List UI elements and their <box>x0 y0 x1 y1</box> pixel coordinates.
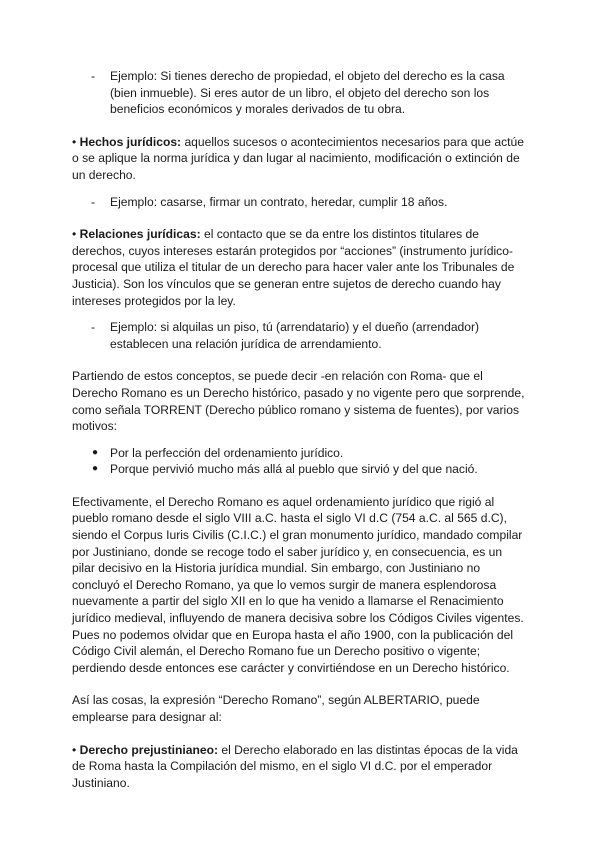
partiendo-paragraph: Partiendo de estos conceptos, se puede decir -en relación con Roma- que el Derecho Romano es un Derecho histórico, pasado y no vigente pero que sorprende, como señala TORRENT (Derecho público romano y sistema de fuentes), por varios motivos: <box>72 369 525 434</box>
motivo-text: Porque pervivió mucho más allá al pueblo que sirvió y del que nació. <box>110 462 478 477</box>
motivo-text: Por la perfección del ordenamiento jurídico. <box>110 445 344 460</box>
relaciones-juridicas-text: el contacto que se da entre los distintos titulares de derechos, cuyos intereses estarán protegidos por “acciones” (instrumento jurídico-procesal que utiliza el titular de un derecho para hacer valer ante los Tribunales de Justicia). Son los vínculos que se generan entre sujetos de derecho cuando hay intereses protegidos por la ley. <box>72 227 515 308</box>
motivos-list <box>72 445 528 478</box>
example-relaciones-text: Ejemplo: si alquilas un piso, tú (arrendatario) y el dueño (arrendador) establecen una relación jurídica de arrendamiento. <box>110 320 480 351</box>
asi-paragraph: Así las cosas, la expresión “Derecho Romano”, según ALBERTARIO, puede emplearse para designar al: <box>72 693 480 724</box>
dash-marker: - <box>91 320 96 335</box>
bullet-marker: • <box>72 742 77 757</box>
list-item <box>72 461 528 478</box>
dash-marker: - <box>91 69 96 83</box>
list-item <box>72 445 528 462</box>
bullet-dot: ● <box>92 446 99 458</box>
example-relaciones <box>72 319 528 352</box>
dash-marker: - <box>91 194 96 209</box>
example-property <box>72 68 528 118</box>
efectivamente-paragraph: Efectivamente, el Derecho Romano es aquel ordenamiento jurídico que rigió al pueblo romano desde el siglo VIII a.C. hasta el siglo VI d.C (754 a.C. al 565 d.C), siendo el Corpus Iuris Civilis (C.I.C.) el gran monumento jurídico, mandado compilar por Justiniano, donde se recoge todo el saber jurídico y, en consecuencia, es un pilar decisivo en la Historia jurídica mundial. Sin embargo, con Justiniano no concluyó el Derecho Romano, ya que lo vemos surgir de manera esplendorosa nuevamente a partir del siglo XII en lo que ha venido a llamarse el Renacimiento jurídico medieval, influyendo de manera decisiva sobre los Códigos Civiles vigentes. Pues no podemos olvidar que en Europa hasta el año 1900, con la publicación del Código Civil alemán, el Derecho Romano fue un Derecho positivo o vigente; perdiendo desde entonces ese carácter y convirtiéndose en un Derecho histórico. <box>72 494 524 675</box>
example-hechos-text: Ejemplo: casarse, firmar un contrato, heredar, cumplir 18 años. <box>110 194 448 209</box>
relaciones-juridicas-term: Relaciones jurídicas: <box>79 227 201 242</box>
bullet-marker: • <box>72 134 77 149</box>
hechos-juridicos-paragraph <box>72 134 528 184</box>
prejustinianeo-paragraph <box>72 742 528 792</box>
relaciones-juridicas-paragraph <box>72 226 528 309</box>
prejustinianeo-text: el Derecho elaborado en las distintas épocas de la vida de Roma hasta la Compilación del mismo, en el siglo VI d.C. por el emperador Justiniano. <box>72 742 518 790</box>
bullet-dot: ● <box>92 463 99 475</box>
example-hechos <box>72 194 528 211</box>
bullet-marker: • <box>72 227 77 242</box>
prejustinianeo-term: Derecho prejustinianeo: <box>79 742 219 757</box>
hechos-juridicos-term: Hechos jurídicos: <box>79 134 182 149</box>
example-property-text: Ejemplo: Si tienes derecho de propiedad, el objeto del derecho es la casa (bien inmueble). Si eres autor de un libro, el objeto del derecho son los beneficios económicos y morales derivados de tu obra. <box>110 69 505 117</box>
hechos-juridicos-text: aquellos sucesos o acontecimientos necesarios para que actúe o se aplique la norma jurídica y dan lugar al nacimiento, modificación o extinción de un derecho. <box>72 134 524 182</box>
